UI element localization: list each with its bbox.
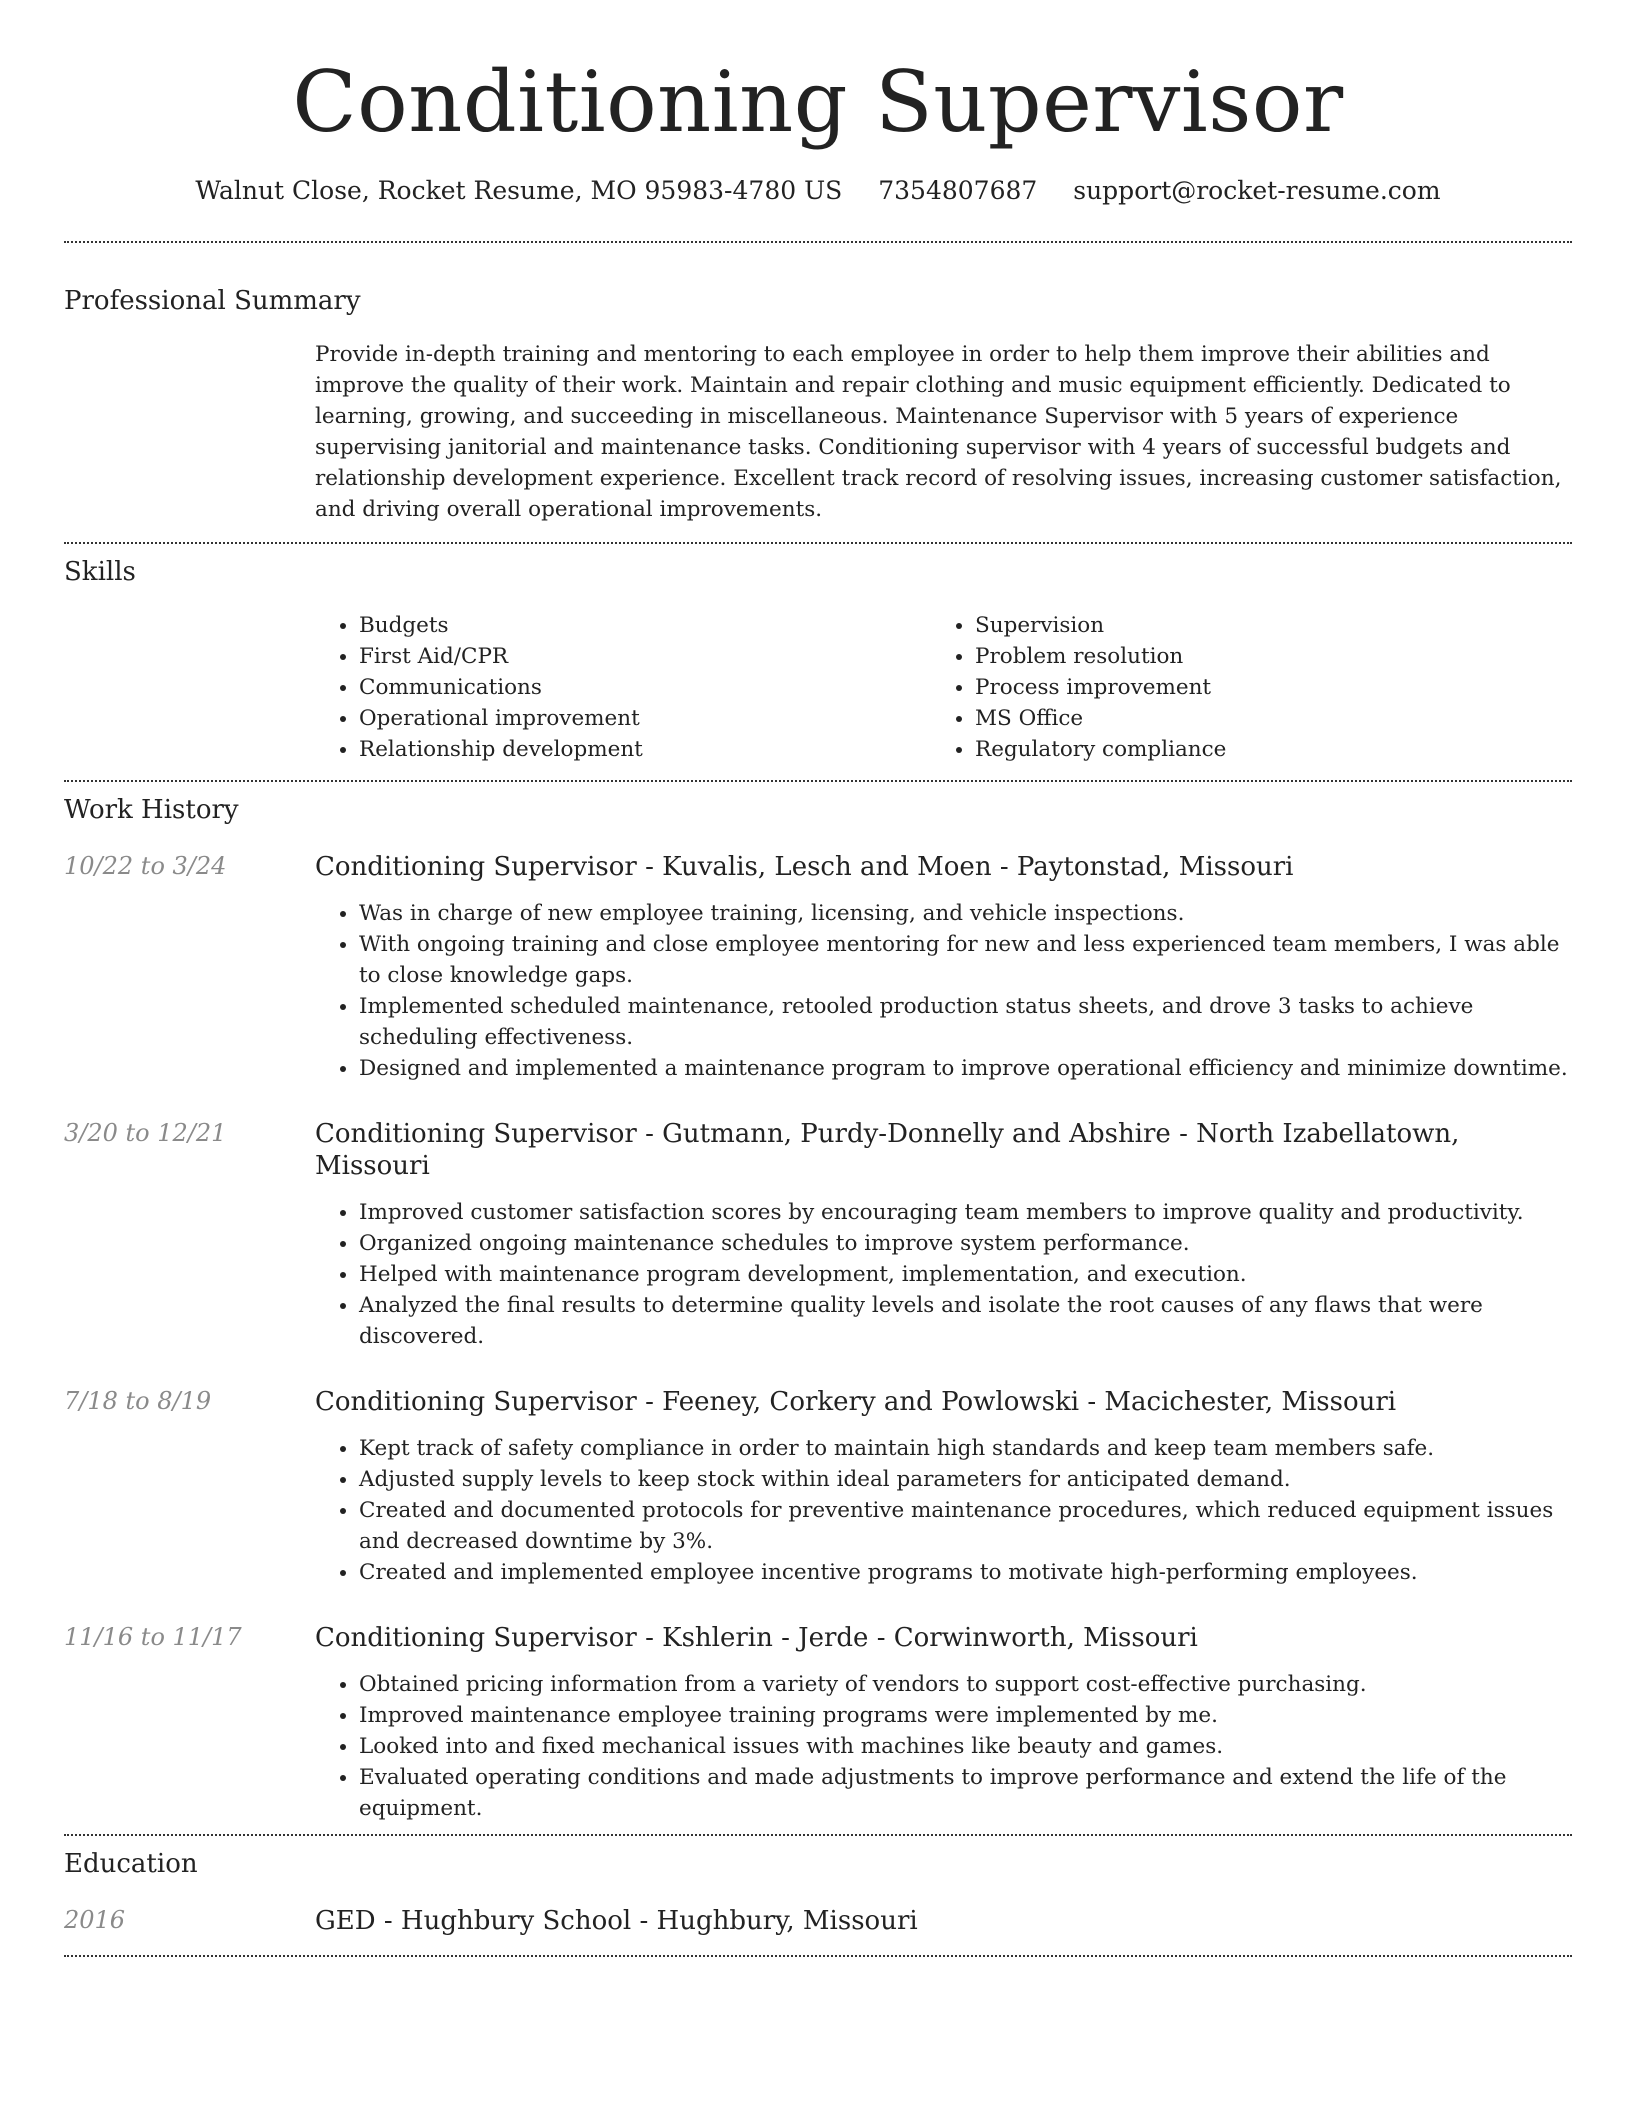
divider — [64, 1834, 1572, 1836]
job-title: Conditioning Supervisor - Feeney, Corkery and Powlowski - Macichester, Missouri — [315, 1387, 1397, 1417]
job-entry — [64, 1118, 1572, 1352]
job-bullet: • Was in charge of new employee training, licensing, and vehicle inspections. — [359, 898, 1572, 929]
skill-item: • Supervision — [975, 610, 1547, 641]
work-history-heading: Work History — [64, 795, 239, 825]
education-year: 2016 — [64, 1906, 126, 1934]
skill-item: • Operational improvement — [359, 703, 931, 734]
skills-column-left — [315, 610, 931, 765]
skill-item: • Budgets — [359, 610, 931, 641]
job-dates: 3/20 to 12/21 — [64, 1119, 227, 1147]
skill-item: • First Aid/CPR — [359, 641, 931, 672]
job-bullets — [315, 898, 1572, 1084]
job-title: Conditioning Supervisor - Kuvalis, Lesch and Moen - Paytonstad, Missouri — [315, 852, 1294, 882]
divider — [64, 1955, 1572, 1957]
skill-item: • MS Office — [975, 703, 1547, 734]
skill-item: • Relationship development — [359, 734, 931, 765]
skill-item: • Process improvement — [975, 672, 1547, 703]
job-bullet: • Improved customer satisfaction scores by encouraging team members to improve quality and productivity. — [359, 1197, 1572, 1228]
skills-list — [315, 610, 1572, 765]
job-dates: 11/16 to 11/17 — [64, 1623, 242, 1651]
job-bullet: • Organized ongoing maintenance schedules to improve system performance. — [359, 1228, 1572, 1259]
address-text: Walnut Close, Rocket Resume, MO 95983-4780 US — [195, 176, 843, 205]
skill-item: • Regulatory compliance — [975, 734, 1547, 765]
job-bullet: • Obtained pricing information from a variety of vendors to support cost-effective purchasing. — [359, 1669, 1572, 1700]
job-bullet: • Designed and implemented a maintenance program to improve operational efficiency and minimize downtime. — [359, 1053, 1572, 1084]
job-bullet: • Adjusted supply levels to keep stock within ideal parameters for anticipated demand. — [359, 1464, 1572, 1495]
job-bullet: • Kept track of safety compliance in order to maintain high standards and keep team members safe. — [359, 1433, 1572, 1464]
contact-line — [64, 176, 1572, 206]
summary-text: Provide in-depth training and mentoring to each employee in order to help them improve their abilities and improve the quality of their work. Maintain and repair clothing and music equipment efficiently. Dedicated to learning, growing, and succeeding in miscellaneous. Maintenance Supervisor with 5 years of experience supervising janitorial and maintenance tasks. Conditioning supervisor with 4 years of successful budgets and relationship development experience. Excellent track record of resolving issues, increasing customer satisfaction, and driving overall operational improvements. — [315, 342, 1562, 522]
job-bullet: • Helped with maintenance program development, implementation, and execution. — [359, 1259, 1572, 1290]
skill-item: • Communications — [359, 672, 931, 703]
skills-column-right — [931, 610, 1547, 765]
education-entry — [64, 1905, 1572, 1937]
education-heading: Education — [64, 1849, 198, 1879]
job-bullet: • Improved maintenance employee training programs were implemented by me. — [359, 1700, 1572, 1731]
skills-heading: Skills — [64, 557, 136, 587]
job-title: Conditioning Supervisor - Gutmann, Purdy-Donnelly and Abshire - North Izabellatown, Missouri — [315, 1119, 1460, 1181]
page-title: Conditioning Supervisor — [292, 53, 1344, 151]
email-text: support@rocket-resume.com — [1073, 176, 1441, 205]
job-entry — [64, 1622, 1572, 1824]
job-title: Conditioning Supervisor - Kshlerin - Jerde - Corwinworth, Missouri — [315, 1623, 1198, 1653]
job-entry — [64, 1386, 1572, 1588]
phone-text: 7354807687 — [878, 176, 1038, 205]
job-bullet: • With ongoing training and close employee mentoring for new and less experienced team members, I was able to close knowledge gaps. — [359, 929, 1572, 991]
job-bullet: • Evaluated operating conditions and made adjustments to improve performance and extend the life of the equipment. — [359, 1762, 1572, 1824]
job-bullet: • Analyzed the final results to determine quality levels and isolate the root causes of any flaws that were discovered. — [359, 1290, 1572, 1352]
job-bullet: • Created and documented protocols for preventive maintenance procedures, which reduced equipment issues and decreased downtime by 3%. — [359, 1495, 1572, 1557]
job-bullet: • Looked into and fixed mechanical issues with machines like beauty and games. — [359, 1731, 1572, 1762]
job-bullet: • Created and implemented employee incentive programs to motivate high-performing employees. — [359, 1557, 1572, 1588]
resume-page — [64, 0, 1572, 1957]
divider — [64, 780, 1572, 782]
skill-item: • Problem resolution — [975, 641, 1547, 672]
divider — [64, 241, 1572, 243]
job-bullets — [315, 1197, 1572, 1352]
job-entry — [64, 851, 1572, 1084]
job-bullet: • Implemented scheduled maintenance, retooled production status sheets, and drove 3 tasks to achieve scheduling effectiveness. — [359, 991, 1572, 1053]
job-dates: 7/18 to 8/19 — [64, 1387, 212, 1415]
job-bullets — [315, 1433, 1572, 1588]
summary-heading: Professional Summary — [64, 286, 361, 316]
education-title: GED - Hughbury School - Hughbury, Missouri — [315, 1906, 918, 1936]
divider — [64, 542, 1572, 544]
job-dates: 10/22 to 3/24 — [64, 852, 227, 880]
job-bullets — [315, 1669, 1572, 1824]
